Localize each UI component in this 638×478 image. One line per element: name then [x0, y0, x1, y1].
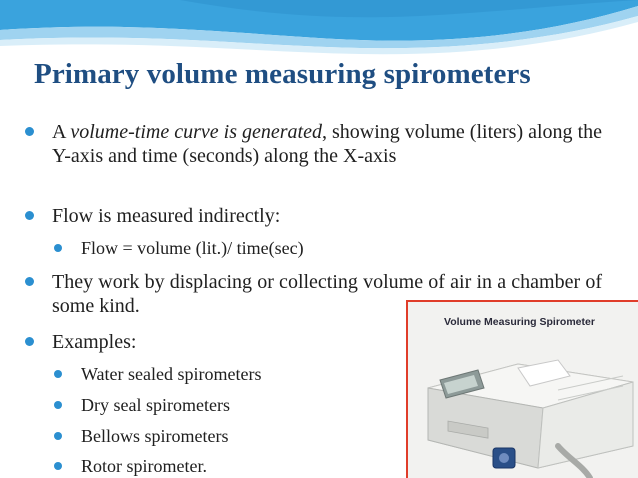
- bullet-4-text: Examples:: [52, 331, 137, 353]
- bullet-3-text: They work by displacing or collecting volume of air in a chamber of some kind.: [52, 271, 602, 317]
- subbullet-icon: [54, 401, 62, 409]
- example-text: Water sealed spirometers: [81, 364, 262, 384]
- subbullet-flow-formula: [71, 237, 304, 259]
- subbullet-formula-text: Flow = volume (lit.)/ time(sec): [81, 238, 304, 258]
- photo-caption: Volume Measuring Spirometer: [444, 316, 595, 328]
- slide-title: Primary volume measuring spirometers: [34, 58, 531, 90]
- spirometer-photo: [406, 300, 638, 478]
- bullet-examples: [40, 330, 340, 354]
- example-text: Rotor spirometer.: [81, 456, 207, 476]
- bullet-icon: [25, 211, 34, 220]
- bullet-flow-indirect: [40, 204, 602, 228]
- example-item: [71, 455, 207, 477]
- spirometer-device-illustration: [408, 328, 638, 478]
- bullet-1-suffix: , showing volume (liters) along the Y-axis and time (seconds) along the X-axis: [52, 121, 603, 167]
- bullet-icon: [25, 337, 34, 346]
- bullet-volume-time-curve: [40, 120, 602, 168]
- subbullet-icon: [54, 462, 62, 470]
- example-text: Bellows spirometers: [81, 426, 229, 446]
- bullet-1-italic: volume-time curve is generated: [70, 121, 322, 143]
- example-item: [71, 363, 261, 385]
- example-item: [71, 394, 230, 416]
- subbullet-icon: [54, 370, 62, 378]
- bullet-icon: [25, 277, 34, 286]
- bullet-1-prefix: A: [52, 121, 71, 143]
- example-text: Dry seal spirometers: [81, 395, 230, 415]
- bullet-icon: [25, 127, 34, 136]
- subbullet-icon: [54, 244, 62, 252]
- subbullet-icon: [54, 432, 62, 440]
- bullet-2-text: Flow is measured indirectly:: [52, 205, 281, 227]
- example-item: [71, 425, 228, 447]
